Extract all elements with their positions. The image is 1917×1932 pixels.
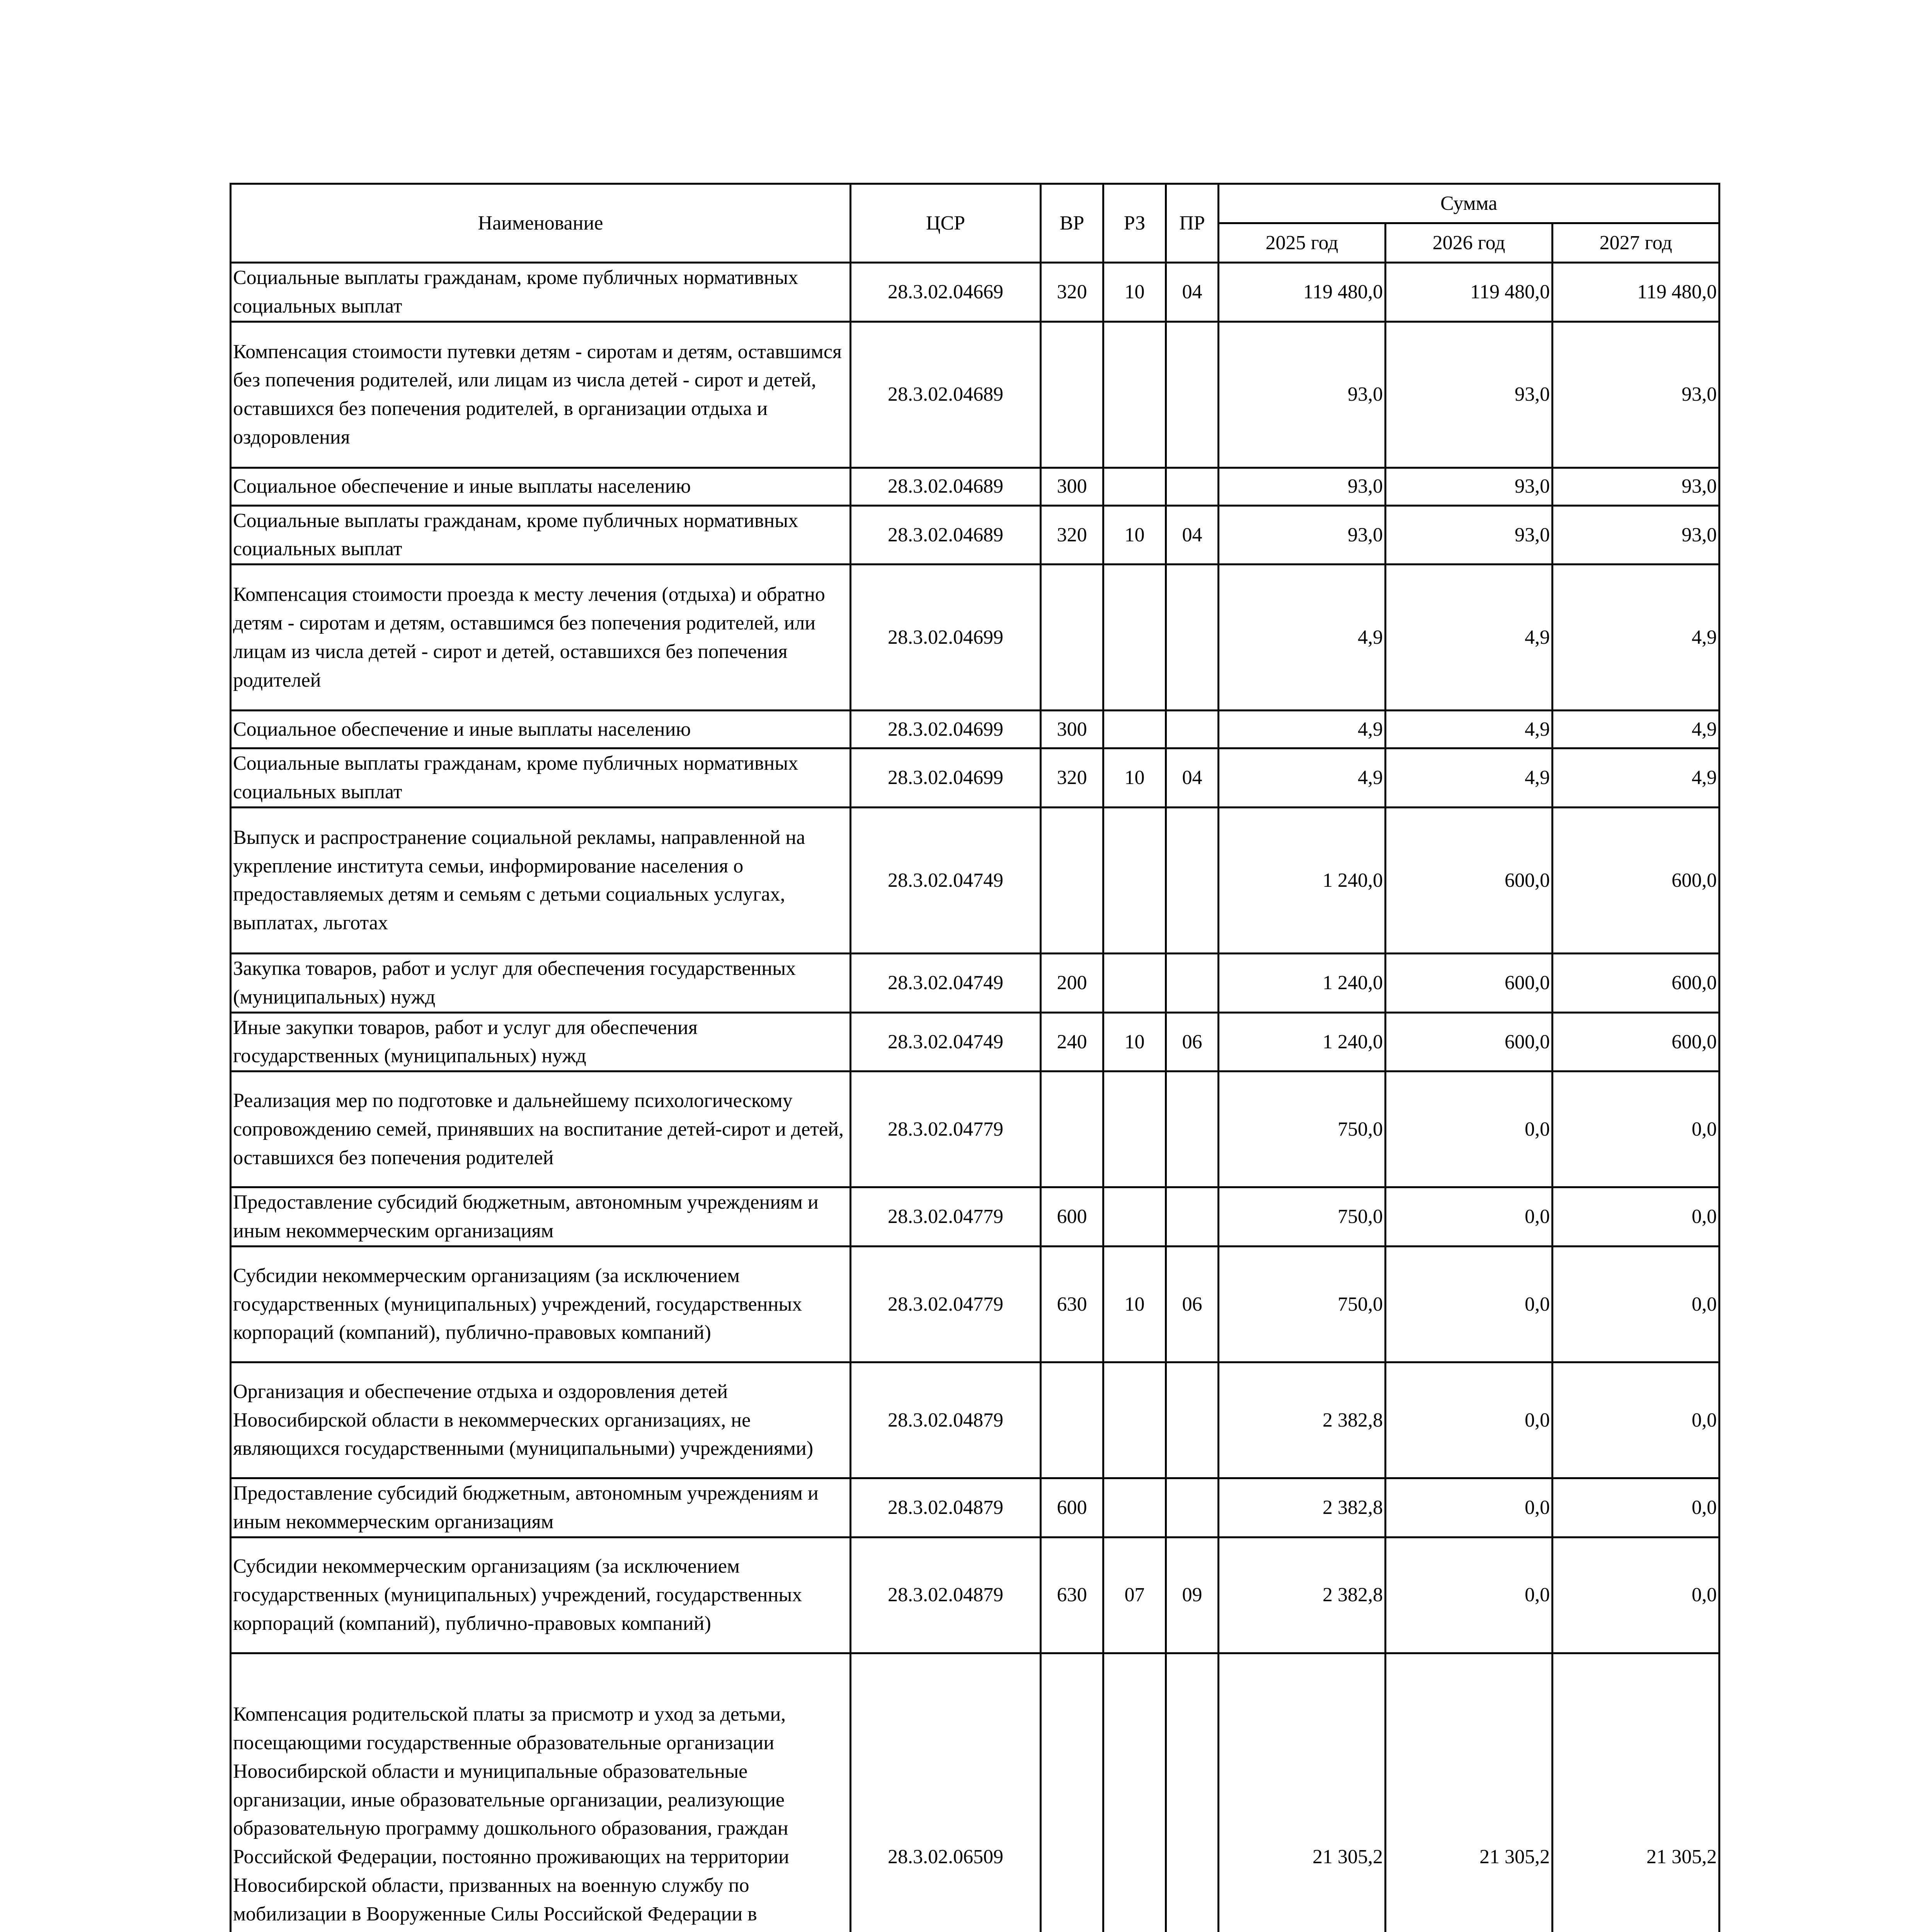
row-csr: 28.3.02.04779	[851, 1071, 1041, 1187]
row-sum-2026: 600,0	[1386, 807, 1553, 953]
row-sum-2025: 750,0	[1219, 1187, 1386, 1247]
table-row	[231, 1187, 1720, 1247]
row-sum-2025: 93,0	[1219, 468, 1386, 505]
header-pr: ПР	[1166, 184, 1219, 263]
row-pr	[1166, 1362, 1219, 1478]
row-rz	[1103, 711, 1166, 748]
row-sum-2026: 0,0	[1386, 1478, 1553, 1537]
row-rz: 10	[1103, 1246, 1166, 1362]
table-row	[231, 565, 1720, 711]
row-sum-2027: 600,0	[1553, 953, 1720, 1012]
row-vr	[1041, 1362, 1103, 1478]
row-rz: 10	[1103, 505, 1166, 565]
table-row	[231, 807, 1720, 953]
row-sum-2026: 0,0	[1386, 1246, 1553, 1362]
header-name: Наименование	[231, 184, 851, 263]
row-rz	[1103, 807, 1166, 953]
row-csr: 28.3.02.04699	[851, 748, 1041, 808]
row-pr: 06	[1166, 1246, 1219, 1362]
row-pr	[1166, 1478, 1219, 1537]
row-pr: 09	[1166, 1537, 1219, 1653]
table-row	[231, 1478, 1720, 1537]
row-name: Компенсация стоимости проезда к месту лечения (отдыха) и обратно детям - сиротам и детям, оставшимся без попечения родителей, или лицам из числа детей - сирот и детей, оставшихся без попечения родителей	[231, 565, 851, 711]
row-vr: 320	[1041, 748, 1103, 808]
row-sum-2027: 0,0	[1553, 1537, 1720, 1653]
row-csr: 28.3.02.04699	[851, 565, 1041, 711]
row-rz: 10	[1103, 263, 1166, 322]
row-csr: 28.3.02.04749	[851, 953, 1041, 1012]
row-name: Социальные выплаты гражданам, кроме публичных нормативных социальных выплат	[231, 505, 851, 565]
table-row	[231, 748, 1720, 808]
row-sum-2026: 4,9	[1386, 565, 1553, 711]
row-rz	[1103, 1187, 1166, 1247]
table-row	[231, 1246, 1720, 1362]
row-name: Социальные выплаты гражданам, кроме публичных нормативных социальных выплат	[231, 263, 851, 322]
row-sum-2025: 1 240,0	[1219, 1012, 1386, 1071]
row-sum-2025: 119 480,0	[1219, 263, 1386, 322]
table-row	[231, 321, 1720, 468]
row-name: Реализация мер по подготовке и дальнейшему психологическому сопровождению семей, принявших на воспитание детей-сирот и детей, оставшихся без попечения родителей	[231, 1071, 851, 1187]
header-year-2025: 2025 год	[1219, 223, 1386, 263]
header-rz: РЗ	[1103, 184, 1166, 263]
row-sum-2027: 4,9	[1553, 748, 1720, 808]
row-sum-2025: 1 240,0	[1219, 807, 1386, 953]
row-name: Компенсация стоимости путевки детям - сиротам и детям, оставшимся без попечения родителей, или лицам из числа детей - сирот и детей, оставшихся без попечения родителей, в организации отдыха и оздоровления	[231, 321, 851, 468]
row-csr: 28.3.02.04689	[851, 321, 1041, 468]
row-rz: 10	[1103, 748, 1166, 808]
row-sum-2025: 750,0	[1219, 1246, 1386, 1362]
row-pr	[1166, 468, 1219, 505]
row-csr: 28.3.02.06509	[851, 1653, 1041, 1932]
row-sum-2027: 0,0	[1553, 1071, 1720, 1187]
row-rz: 10	[1103, 1012, 1166, 1071]
row-rz	[1103, 1362, 1166, 1478]
row-csr: 28.3.02.04879	[851, 1478, 1041, 1537]
table-row	[231, 468, 1720, 505]
row-rz	[1103, 1071, 1166, 1187]
row-pr	[1166, 565, 1219, 711]
row-csr: 28.3.02.04689	[851, 468, 1041, 505]
row-rz	[1103, 953, 1166, 1012]
row-rz	[1103, 1478, 1166, 1537]
row-sum-2026: 93,0	[1386, 321, 1553, 468]
row-sum-2025: 1 240,0	[1219, 953, 1386, 1012]
row-pr: 04	[1166, 505, 1219, 565]
row-sum-2025: 93,0	[1219, 321, 1386, 468]
row-vr: 300	[1041, 711, 1103, 748]
row-rz	[1103, 468, 1166, 505]
row-pr	[1166, 807, 1219, 953]
row-sum-2026: 0,0	[1386, 1071, 1553, 1187]
table-row	[231, 1012, 1720, 1071]
row-csr: 28.3.02.04879	[851, 1362, 1041, 1478]
row-sum-2026: 0,0	[1386, 1187, 1553, 1247]
row-vr	[1041, 807, 1103, 953]
row-sum-2026: 600,0	[1386, 953, 1553, 1012]
row-sum-2027: 0,0	[1553, 1187, 1720, 1247]
header-vr: ВР	[1041, 184, 1103, 263]
header-csr: ЦСР	[851, 184, 1041, 263]
row-sum-2025: 4,9	[1219, 565, 1386, 711]
row-sum-2026: 21 305,2	[1386, 1653, 1553, 1932]
row-csr: 28.3.02.04879	[851, 1537, 1041, 1653]
row-vr: 320	[1041, 263, 1103, 322]
row-vr	[1041, 321, 1103, 468]
row-vr: 600	[1041, 1478, 1103, 1537]
row-rz: 07	[1103, 1537, 1166, 1653]
table-row	[231, 953, 1720, 1012]
row-vr	[1041, 1071, 1103, 1187]
row-sum-2027: 4,9	[1553, 565, 1720, 711]
row-sum-2025: 2 382,8	[1219, 1362, 1386, 1478]
table-row	[231, 1362, 1720, 1478]
row-pr	[1166, 1071, 1219, 1187]
row-sum-2027: 600,0	[1553, 807, 1720, 953]
row-name: Предоставление субсидий бюджетным, автономным учреждениям и иным некоммерческим организациям	[231, 1187, 851, 1247]
row-sum-2026: 0,0	[1386, 1537, 1553, 1653]
row-sum-2026: 0,0	[1386, 1362, 1553, 1478]
row-pr	[1166, 711, 1219, 748]
row-csr: 28.3.02.04779	[851, 1187, 1041, 1247]
table-body	[231, 263, 1720, 1932]
row-sum-2026: 119 480,0	[1386, 263, 1553, 322]
row-sum-2025: 93,0	[1219, 505, 1386, 565]
table-row	[231, 505, 1720, 565]
row-csr: 28.3.02.04749	[851, 1012, 1041, 1071]
row-csr: 28.3.02.04749	[851, 807, 1041, 953]
row-sum-2026: 4,9	[1386, 748, 1553, 808]
row-sum-2027: 600,0	[1553, 1012, 1720, 1071]
row-sum-2025: 750,0	[1219, 1071, 1386, 1187]
row-name: Организация и обеспечение отдыха и оздоровления детей Новосибирской области в некоммерческих организациях, не являющихся государственными (муниципальными) учреждениями)	[231, 1362, 851, 1478]
row-sum-2027: 4,9	[1553, 711, 1720, 748]
row-pr: 04	[1166, 263, 1219, 322]
row-rz	[1103, 321, 1166, 468]
row-vr: 200	[1041, 953, 1103, 1012]
row-name: Закупка товаров, работ и услуг для обеспечения государственных (муниципальных) нужд	[231, 953, 851, 1012]
row-sum-2026: 4,9	[1386, 711, 1553, 748]
row-pr	[1166, 1187, 1219, 1247]
row-sum-2027: 93,0	[1553, 321, 1720, 468]
row-name: Социальные выплаты гражданам, кроме публичных нормативных социальных выплат	[231, 748, 851, 808]
row-vr: 630	[1041, 1246, 1103, 1362]
row-pr	[1166, 321, 1219, 468]
row-sum-2026: 93,0	[1386, 468, 1553, 505]
row-sum-2025: 2 382,8	[1219, 1478, 1386, 1537]
row-csr: 28.3.02.04669	[851, 263, 1041, 322]
row-vr: 240	[1041, 1012, 1103, 1071]
row-vr: 300	[1041, 468, 1103, 505]
table-row	[231, 1653, 1720, 1932]
row-vr: 320	[1041, 505, 1103, 565]
row-sum-2026: 600,0	[1386, 1012, 1553, 1071]
row-sum-2025: 2 382,8	[1219, 1537, 1386, 1653]
row-sum-2027: 21 305,2	[1553, 1653, 1720, 1932]
row-pr: 04	[1166, 748, 1219, 808]
row-name: Субсидии некоммерческим организациям (за исключением государственных (муниципальных) учреждений, государственных корпораций (компаний), публично-правовых компаний)	[231, 1537, 851, 1653]
row-sum-2027: 0,0	[1553, 1246, 1720, 1362]
row-name: Компенсация родительской платы за присмотр и уход за детьми, посещающими государственные образовательные организации Новосибирской области и муниципальные образовательные организации, иные образовательные организации, реализующие образовательную программу дошкольного образования, граждан Российской Федерации, постоянно проживающих на территории Новосибирской области, призванных на военную службу по мобилизации в Вооруженные Силы Российской Федерации в	[231, 1653, 851, 1932]
row-pr	[1166, 953, 1219, 1012]
row-sum-2027: 119 480,0	[1553, 263, 1720, 322]
row-rz	[1103, 565, 1166, 711]
row-sum-2026: 93,0	[1386, 505, 1553, 565]
row-csr: 28.3.02.04699	[851, 711, 1041, 748]
header-year-2027: 2027 год	[1553, 223, 1720, 263]
row-name: Социальное обеспечение и иные выплаты населению	[231, 711, 851, 748]
row-rz	[1103, 1653, 1166, 1932]
row-csr: 28.3.02.04779	[851, 1246, 1041, 1362]
row-sum-2027: 93,0	[1553, 468, 1720, 505]
row-sum-2027: 0,0	[1553, 1478, 1720, 1537]
table-row	[231, 1071, 1720, 1187]
header-sum: Сумма	[1219, 184, 1720, 223]
row-name: Субсидии некоммерческим организациям (за исключением государственных (муниципальных) учреждений, государственных корпораций (компаний), публично-правовых компаний)	[231, 1246, 851, 1362]
row-vr: 600	[1041, 1187, 1103, 1247]
row-pr	[1166, 1653, 1219, 1932]
row-name: Выпуск и распространение социальной рекламы, направленной на укрепление института семьи, информирование населения о предоставляемых детям и семьям с детьми социальных услугах, выплатах, льготах	[231, 807, 851, 953]
row-vr	[1041, 565, 1103, 711]
row-sum-2025: 4,9	[1219, 748, 1386, 808]
row-csr: 28.3.02.04689	[851, 505, 1041, 565]
row-sum-2025: 4,9	[1219, 711, 1386, 748]
row-sum-2027: 93,0	[1553, 505, 1720, 565]
row-vr	[1041, 1653, 1103, 1932]
row-name: Предоставление субсидий бюджетным, автономным учреждениям и иным некоммерческим организациям	[231, 1478, 851, 1537]
table-row	[231, 711, 1720, 748]
row-pr: 06	[1166, 1012, 1219, 1071]
row-sum-2027: 0,0	[1553, 1362, 1720, 1478]
row-vr: 630	[1041, 1537, 1103, 1653]
header-year-2026: 2026 год	[1386, 223, 1553, 263]
row-name: Иные закупки товаров, работ и услуг для обеспечения государственных (муниципальных) нужд	[231, 1012, 851, 1071]
table-row	[231, 263, 1720, 322]
row-sum-2025: 21 305,2	[1219, 1653, 1386, 1932]
row-name: Социальное обеспечение и иные выплаты населению	[231, 468, 851, 505]
table-row	[231, 1537, 1720, 1653]
budget-table	[230, 183, 1720, 1932]
